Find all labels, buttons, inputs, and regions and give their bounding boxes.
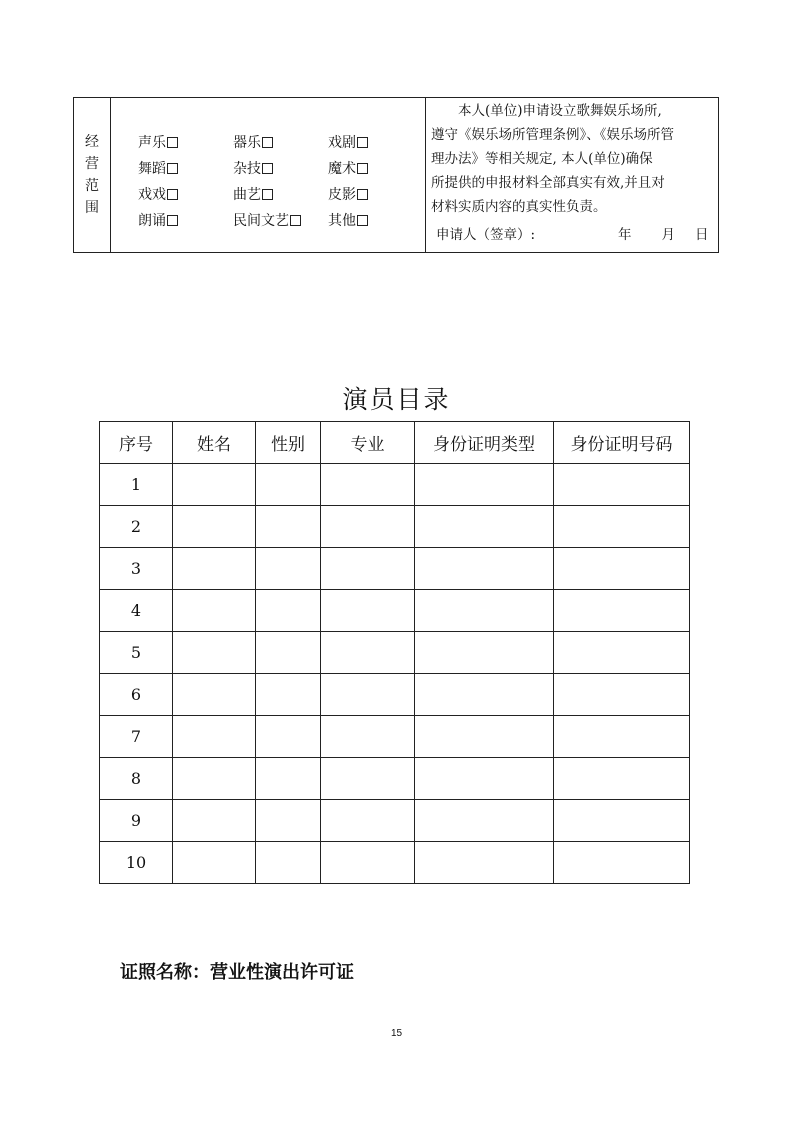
name-cell[interactable] [173,800,256,842]
id-type-cell[interactable] [415,464,554,506]
checkbox-icon[interactable] [357,189,368,200]
name-cell[interactable] [173,590,256,632]
table-row [100,800,690,842]
id-number-cell[interactable] [554,464,690,506]
id-type-cell[interactable] [415,674,554,716]
row-number: 10 [100,842,173,884]
specialty-cell[interactable] [321,590,415,632]
scope-option[interactable]: 舞蹈 [138,158,233,178]
specialty-cell[interactable] [321,716,415,758]
specialty-cell[interactable] [321,506,415,548]
id-number-cell[interactable] [554,674,690,716]
id-type-cell[interactable] [415,548,554,590]
row-number: 3 [100,548,173,590]
name-cell[interactable] [173,464,256,506]
name-cell[interactable] [173,548,256,590]
gender-cell[interactable] [256,716,321,758]
gender-cell[interactable] [256,590,321,632]
id-type-cell[interactable] [415,590,554,632]
checkbox-icon[interactable] [167,215,178,226]
table-row [100,548,690,590]
table-row [100,506,690,548]
column-header: 专业 [321,422,415,464]
id-number-cell[interactable] [554,716,690,758]
certificate-name: 证照名称：营业性演出许可证 [120,962,354,983]
id-type-cell[interactable] [415,632,554,674]
gender-cell[interactable] [256,674,321,716]
scope-option[interactable]: 戏戏 [138,184,233,204]
row-number: 1 [100,464,173,506]
checkbox-icon[interactable] [262,137,273,148]
signature-date: 年 月 日 [618,227,709,243]
column-header: 序号 [100,422,173,464]
declaration-text: 本人(单位)申请设立歌舞娱乐场所, 遵守《娱乐场所管理条例》、《娱乐场所管 理办法》等相关规定, 本人(单位)确保 所提供的申报材料全部真实有效,并且对 材料实质内容的真实性负责。 [431,103,674,215]
specialty-cell[interactable] [321,548,415,590]
checkbox-icon[interactable] [262,163,273,174]
divider [110,98,111,252]
scope-option[interactable]: 杂技 [233,158,328,178]
divider [425,98,426,252]
specialty-cell[interactable] [321,758,415,800]
specialty-cell[interactable] [321,674,415,716]
table-row [100,632,690,674]
row-number: 8 [100,758,173,800]
scope-option[interactable]: 器乐 [233,132,328,152]
id-type-cell[interactable] [415,506,554,548]
scope-option[interactable]: 朗诵 [138,210,233,230]
name-cell[interactable] [173,758,256,800]
gender-cell[interactable] [256,548,321,590]
id-number-cell[interactable] [554,800,690,842]
checkbox-icon[interactable] [290,215,301,226]
name-cell[interactable] [173,716,256,758]
name-cell[interactable] [173,674,256,716]
gender-cell[interactable] [256,506,321,548]
page-title: 演员目录 [342,385,451,414]
scope-row [138,207,408,233]
id-number-cell[interactable] [554,632,690,674]
scope-row [138,129,408,155]
checkbox-icon[interactable] [167,137,178,148]
checkbox-icon[interactable] [262,189,273,200]
gender-cell[interactable] [256,842,321,884]
scope-option[interactable]: 民间文艺 [233,210,328,230]
scope-option[interactable]: 声乐 [138,132,233,152]
specialty-cell[interactable] [321,842,415,884]
row-number: 5 [100,632,173,674]
id-type-cell[interactable] [415,758,554,800]
scope-option[interactable]: 其他 [328,210,408,230]
specialty-cell[interactable] [321,632,415,674]
scope-row [138,181,408,207]
id-number-cell[interactable] [554,548,690,590]
table-row [100,590,690,632]
column-header: 姓名 [173,422,256,464]
signature-field[interactable]: 申请人（签章）: [436,227,536,243]
name-cell[interactable] [173,842,256,884]
table-row [100,758,690,800]
checkbox-icon[interactable] [167,189,178,200]
id-type-cell[interactable] [415,800,554,842]
column-header: 性别 [256,422,321,464]
gender-cell[interactable] [256,800,321,842]
row-number: 9 [100,800,173,842]
checkbox-icon[interactable] [357,137,368,148]
table-row [100,842,690,884]
table-row [100,674,690,716]
id-type-cell[interactable] [415,842,554,884]
scope-option[interactable]: 戏剧 [328,132,408,152]
gender-cell[interactable] [256,632,321,674]
row-number: 2 [100,506,173,548]
checkbox-icon[interactable] [357,163,368,174]
page-number: 15 [390,1028,403,1039]
id-number-cell[interactable] [554,842,690,884]
business-scope-section [73,97,719,253]
id-number-cell[interactable] [554,590,690,632]
scope-option[interactable]: 曲艺 [233,184,328,204]
specialty-cell[interactable] [321,800,415,842]
scope-option[interactable]: 皮影 [328,184,408,204]
row-number: 4 [100,590,173,632]
column-header: 身份证明类型 [415,422,554,464]
checkbox-icon[interactable] [167,163,178,174]
name-cell[interactable] [173,632,256,674]
specialty-cell[interactable] [321,464,415,506]
scope-label: 经 营 范 围 [85,134,99,216]
scope-options [138,129,408,233]
name-cell[interactable] [173,506,256,548]
table-header-row [100,422,690,464]
table-row [100,716,690,758]
column-header: 身份证明号码 [554,422,690,464]
id-number-cell[interactable] [554,758,690,800]
table-row [100,464,690,506]
row-number: 7 [100,716,173,758]
gender-cell[interactable] [256,464,321,506]
scope-row [138,155,408,181]
gender-cell[interactable] [256,758,321,800]
performer-table [99,421,690,884]
id-type-cell[interactable] [415,716,554,758]
row-number: 6 [100,674,173,716]
checkbox-icon[interactable] [357,215,368,226]
scope-option[interactable]: 魔术 [328,158,408,178]
id-number-cell[interactable] [554,506,690,548]
